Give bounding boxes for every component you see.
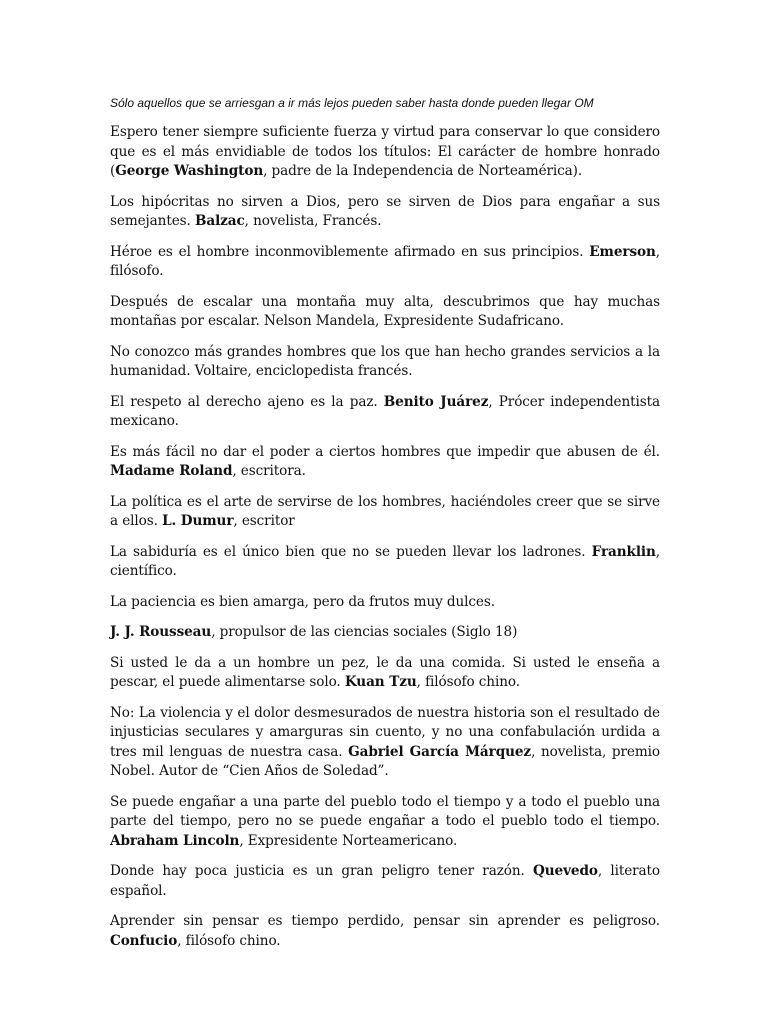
quote-author: Benito Juárez [383, 393, 489, 410]
quote-author-desc: , novelista, premio Nobel. Autor de “Cien Años de Soledad”. [110, 743, 660, 779]
quote-author: Confucio [110, 932, 178, 949]
quote-text: La sabiduría es el único bien que no se pueden llevar los ladrones. [110, 543, 592, 560]
quote-author-desc: , filósofo chino. [177, 932, 281, 949]
quote-paragraph [110, 862, 660, 901]
quote-author: Gabriel García Márquez [348, 743, 532, 760]
quote-author-desc: , filósofo. [110, 243, 660, 279]
quote-paragraph [110, 493, 660, 532]
quote-text: Después de escalar una montaña muy alta, descubrimos que hay muchas montañas por escalar. Nelson Mandela, Expresidente Sudafricano. [110, 293, 660, 329]
quote-author-desc: , propulsor de las ciencias sociales (Siglo 18) [211, 624, 518, 640]
quote-paragraph [110, 623, 660, 643]
quote-text: Es más fácil no dar el poder a ciertos hombres que impedir que abusen de él. [110, 443, 660, 460]
quote-author: Abraham Lincoln [110, 832, 240, 849]
quote-author: J. J. Rousseau [110, 624, 212, 640]
quote-text: Si usted le da a un hombre un pez, le da una comida. Si usted le enseña a pescar, el puede alimentarse solo. [110, 654, 660, 690]
quote-paragraph [110, 393, 660, 432]
quote-author-desc: , novelista, Francés. [244, 213, 382, 229]
quote-author-desc: , filósofo chino. [416, 674, 520, 690]
quote-author: George Washington [115, 163, 264, 179]
quote-author: Balzac [194, 213, 245, 229]
quote-text: El respeto al derecho ajeno es la paz. [110, 393, 384, 410]
quote-paragraph [110, 343, 660, 382]
quote-text: Donde hay poca justicia es un gran peligro tener razón. [110, 863, 534, 879]
quote-paragraph [110, 543, 660, 582]
quote-text: Aprender sin pensar es tiempo perdido, pensar sin aprender es peligroso. [110, 913, 660, 929]
quote-paragraph [110, 293, 660, 332]
quote-author-desc: , padre de la Independencia de Norteamérica). [263, 163, 583, 179]
quote-text: Se puede engañar a una parte del pueblo todo el tiempo y a todo el pueblo una parte del tiempo, pero no se puede engañar a todo el pueblo todo el tiempo. [110, 793, 660, 829]
quote-paragraph [110, 704, 660, 782]
quote-author-desc: , escritor [233, 513, 295, 529]
quote-author-desc: , Prócer independentista mexicano. [110, 393, 661, 429]
quote-author-desc: , literato español. [110, 863, 660, 899]
quote-paragraph [110, 193, 660, 232]
quote-paragraph [110, 793, 660, 852]
quote-text: La paciencia es bien amarga, pero da frutos muy dulces. [110, 593, 495, 610]
quote-author: L. Dumur [162, 513, 234, 529]
quote-author: Madame Roland [110, 463, 233, 479]
quote-author-desc: , científico. [110, 543, 660, 579]
quote-paragraph [110, 443, 660, 482]
quote-paragraph [110, 243, 660, 282]
quote-text: Espero tener siempre suficiente fuerza y virtud para conservar lo que considero que es el más envidiable de todos los títulos: El carácter de hombre honrado ( [110, 124, 660, 179]
quote-author-desc: , Expresidente Norteamericano. [239, 832, 458, 849]
quote-author: Franklin [591, 543, 656, 560]
document-page [110, 95, 660, 962]
quote-paragraph [110, 123, 660, 182]
quote-author: Emerson [589, 243, 656, 260]
quote-paragraph [110, 912, 660, 951]
quote-text: La política es el arte de servirse de los hombres, haciéndoles creer que se sirve a ellos. [110, 493, 660, 529]
quote-author: Quevedo [533, 863, 598, 879]
quote-paragraph [110, 593, 660, 613]
epigraph: Sólo aquellos que se arriesgan a ir más lejos pueden saber hasta donde pueden llegar OM [110, 96, 594, 110]
quote-text: No: La violencia y el dolor desmesurados de nuestra historia son el resultado de injusticias seculares y amarguras sin cuento, y no una confabulación urdida a tres mil lenguas de nuestra casa. [110, 704, 660, 760]
quote-text: Los hipócritas no sirven a Dios, pero se sirven de Dios para engañar a sus semejantes. [110, 193, 660, 229]
quote-author-desc: , escritora. [232, 463, 306, 479]
quote-paragraph [110, 654, 660, 693]
quote-text: Héroe es el hombre inconmoviblemente afirmado en sus principios. [110, 243, 590, 260]
quote-text: No conozco más grandes hombres que los que han hecho grandes servicios a la humanidad. Voltaire, enciclopedista francés. [110, 343, 660, 379]
quote-author: Kuan Tzu [344, 674, 417, 690]
